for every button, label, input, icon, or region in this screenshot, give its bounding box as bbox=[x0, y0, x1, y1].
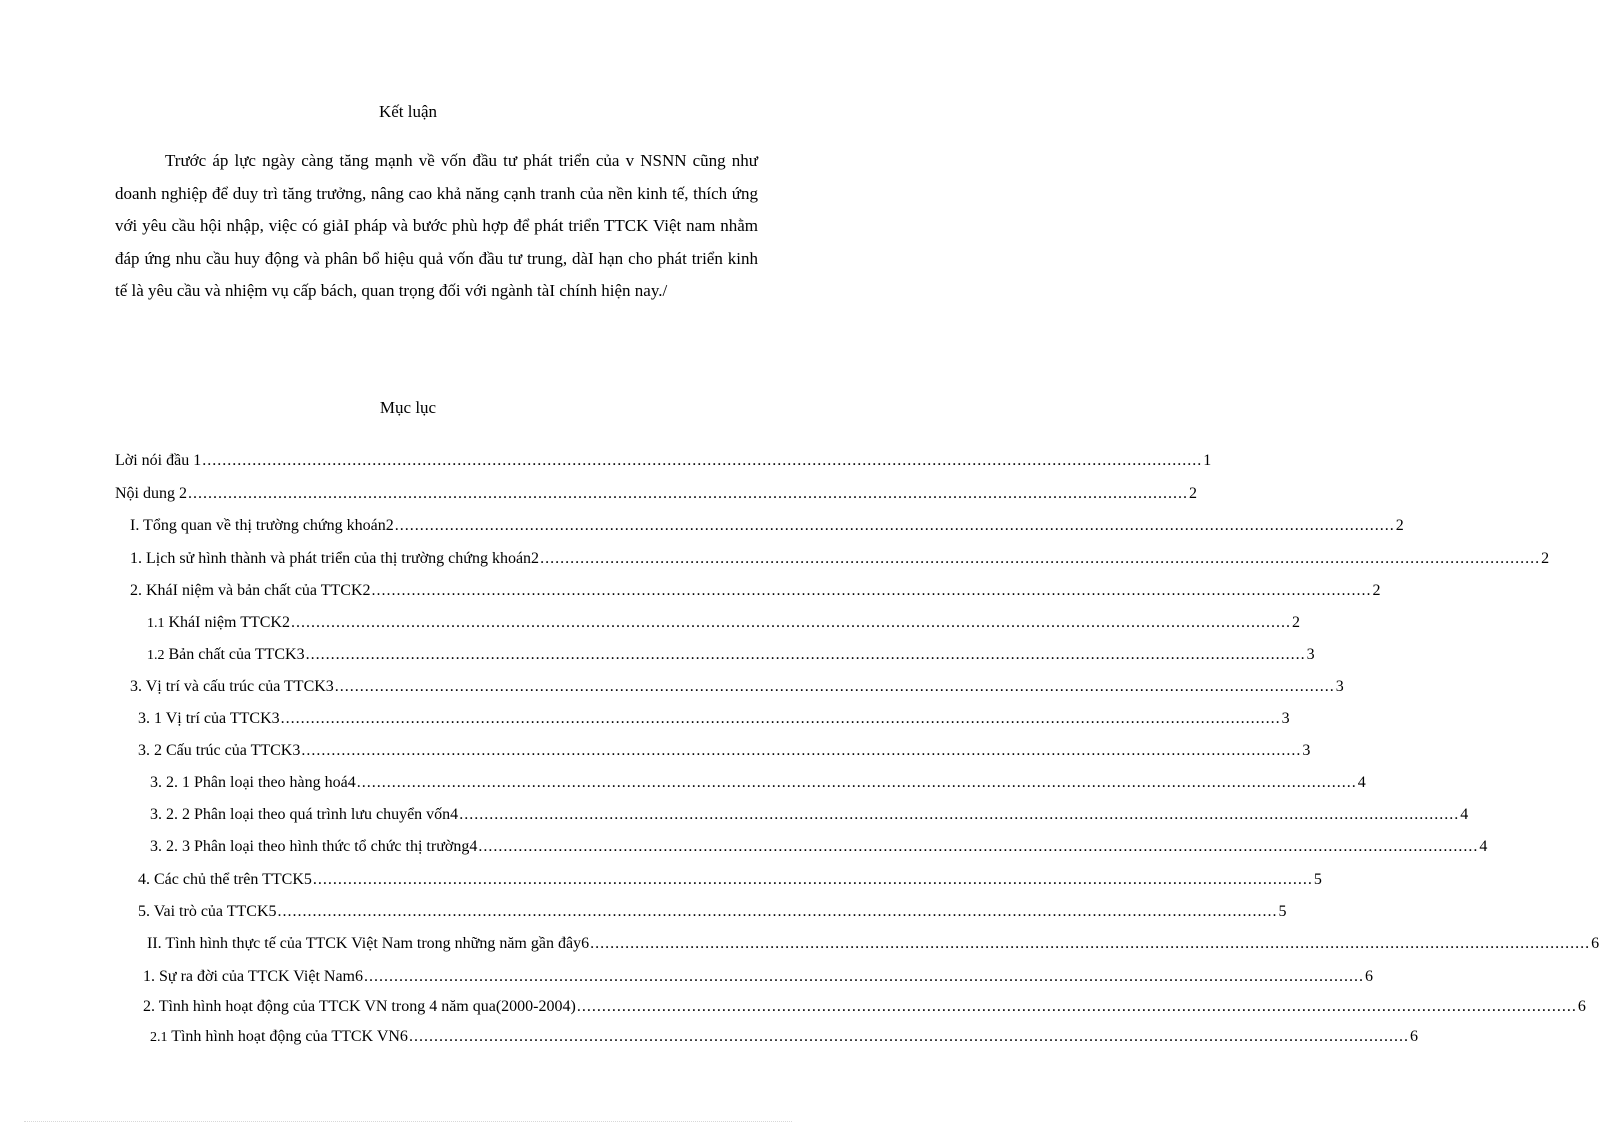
toc-entry-title: Lịch sử hình thành và phát triển của thị trường chứng khoán2 bbox=[142, 550, 540, 567]
toc-page-number: 6 bbox=[1365, 968, 1373, 985]
toc-entry[interactable] bbox=[138, 871, 1322, 895]
toc-entry-number: 1. bbox=[143, 968, 155, 985]
toc-dot-leader: ........................................................................................................................................................................................................ bbox=[478, 838, 1479, 855]
toc-dot-leader: ........................................................................................................................................................................................................ bbox=[576, 998, 1577, 1015]
toc-entry[interactable] bbox=[130, 678, 1344, 702]
toc-dot-leader: ........................................................................................................................................................................................................ bbox=[364, 968, 1364, 985]
toc-dot-leader: ........................................................................................................................................................................................................ bbox=[277, 903, 1278, 920]
toc-dot-leader: ........................................................................................................................................................................................................ bbox=[371, 582, 1372, 599]
toc-entry[interactable] bbox=[115, 452, 1212, 476]
toc-page-number: 5 bbox=[1313, 871, 1322, 888]
toc-entry[interactable] bbox=[130, 517, 1404, 541]
toc-dot-leader: ........................................................................................................................................................................................................ bbox=[394, 517, 1395, 534]
toc-dot-leader: ........................................................................................................................................................................................................ bbox=[290, 614, 1291, 631]
toc-dot-leader: ........................................................................................................................................................................................................ bbox=[590, 935, 1591, 952]
toc-page-number: 6 bbox=[1577, 998, 1586, 1015]
toc-page-number: 2 bbox=[1189, 485, 1197, 502]
toc-entry[interactable] bbox=[143, 998, 1586, 1022]
toc-dot-leader: ........................................................................................................................................................................................................ bbox=[188, 485, 1188, 502]
toc-entry-title: Vị trí của TTCK3 bbox=[162, 710, 280, 727]
toc-page-number: 5 bbox=[1278, 903, 1287, 920]
toc-entry-title: Tình hình hoạt động của TTCK VN trong 4 năm qua(2000-2004) bbox=[155, 998, 576, 1015]
toc-dot-leader: ........................................................................................................................................................................................................ bbox=[280, 710, 1281, 727]
toc-entry-number: 3. 2. 2 bbox=[150, 806, 190, 823]
toc-entry-number: 1.2 bbox=[147, 648, 165, 663]
toc-page-number: 3 bbox=[1306, 646, 1315, 663]
toc-entry-title: Tình hình thực tế của TTCK Việt Nam trong những năm gần đây6 bbox=[161, 935, 590, 952]
toc-page-number: 3 bbox=[1302, 742, 1311, 759]
toc-page-number: 3 bbox=[1335, 678, 1344, 695]
toc-entry-number: 1.1 bbox=[147, 616, 165, 631]
toc-entry-title: Phân loại theo hình thức tổ chức thị trường4 bbox=[190, 838, 478, 855]
toc-entry[interactable] bbox=[143, 968, 1373, 992]
toc-entry[interactable] bbox=[150, 838, 1488, 862]
toc-page-number: 2 bbox=[1541, 550, 1550, 567]
toc-entry-number: 3. 2. 3 bbox=[150, 838, 190, 855]
toc-entry[interactable] bbox=[147, 614, 1300, 638]
toc-entry-title: Tình hình hoạt động của TTCK VN6 bbox=[167, 1028, 408, 1045]
conclusion-paragraph: Trước áp lực ngày càng tăng mạnh về vốn đầu tư phát triển của v NSNN cũng như doanh nghiệp để duy trì tăng trưởng, nâng cao khả năng cạnh tranh của nền kinh tế, thích ứng với yêu cầu hội nhập, việc có giảI pháp và bước phù hợp để phát triển TTCK Việt nam nhằm đáp ứng nhu cầu huy động và phân bổ hiệu quả vốn đầu tư trung, dàI hạn cho phát triển kinh tế là yêu cầu và nhiệm vụ cấp bách, quan trọng đối với ngành tàI chính hiện nay./ bbox=[115, 151, 758, 300]
toc-entry-title: Tổng quan về thị trường chứng khoán2 bbox=[139, 517, 394, 534]
toc-entry-title: Cấu trúc của TTCK3 bbox=[162, 742, 301, 759]
toc-entry[interactable] bbox=[150, 774, 1366, 798]
toc-page-number: 6 bbox=[1409, 1028, 1418, 1045]
toc-entry-title: Vai trò của TTCK5 bbox=[150, 903, 277, 920]
toc-page-number: 3 bbox=[1281, 710, 1290, 727]
toc-page-number: 2 bbox=[1372, 582, 1381, 599]
toc-entry-number: 4. bbox=[138, 871, 150, 888]
toc-entry-number: 2. bbox=[130, 582, 142, 599]
toc-dot-leader: ........................................................................................................................................................................................................ bbox=[305, 646, 1306, 663]
toc-entry-number: 2.1 bbox=[150, 1030, 168, 1045]
toc-entry[interactable] bbox=[147, 935, 1599, 959]
toc-entry-title: Phân loại theo hàng hoá4 bbox=[190, 774, 356, 791]
page-bottom-divider bbox=[24, 1121, 792, 1122]
toc-heading: Mục lục bbox=[379, 398, 437, 417]
toc-dot-leader: ........................................................................................................................................................................................................ bbox=[202, 452, 1203, 469]
toc-dot-leader: ........................................................................................................................................................................................................ bbox=[356, 774, 1357, 791]
toc-entry-number: 2. bbox=[143, 998, 155, 1015]
toc-dot-leader: ........................................................................................................................................................................................................ bbox=[540, 550, 1541, 567]
conclusion-heading: Kết luận bbox=[378, 102, 438, 121]
toc-dot-leader: ........................................................................................................................................................................................................ bbox=[301, 742, 1302, 759]
toc-entry-number: I. bbox=[130, 517, 140, 534]
toc-page-number: 4 bbox=[1357, 774, 1366, 791]
toc-page-number: 2 bbox=[1291, 614, 1300, 631]
toc-entry[interactable] bbox=[150, 806, 1469, 830]
toc-entry-number: 1. bbox=[130, 550, 142, 567]
toc-entry-number: 3. 2 bbox=[138, 742, 162, 759]
toc-entry-title: Phân loại theo quá trình lưu chuyển vốn4 bbox=[190, 806, 459, 823]
toc-entry-title: Vị trí và cấu trúc của TTCK3 bbox=[142, 678, 334, 695]
toc-entry-title: Các chủ thể trên TTCK5 bbox=[150, 871, 312, 888]
toc-entry-title: KháI niệm TTCK2 bbox=[164, 614, 290, 631]
toc-dot-leader: ........................................................................................................................................................................................................ bbox=[312, 871, 1313, 888]
toc-entry-number: II. bbox=[147, 935, 162, 952]
toc-entry-title: Lời nói đầu 1 bbox=[115, 452, 202, 469]
toc-entry-number: 5. bbox=[138, 903, 150, 920]
toc-entry[interactable] bbox=[147, 646, 1315, 670]
toc-entry[interactable] bbox=[138, 903, 1287, 927]
toc-entry[interactable] bbox=[138, 742, 1311, 766]
toc-dot-leader: ........................................................................................................................................................................................................ bbox=[334, 678, 1335, 695]
toc-entry-title: Sự ra đời của TTCK Việt Nam6 bbox=[155, 968, 363, 985]
toc-entry-number: 3. 2. 1 bbox=[150, 774, 190, 791]
toc-dot-leader: ........................................................................................................................................................................................................ bbox=[459, 806, 1460, 823]
toc-entry[interactable] bbox=[138, 710, 1290, 734]
toc-page-number: 6 bbox=[1591, 935, 1599, 952]
toc-page-number: 4 bbox=[1460, 806, 1469, 823]
toc-entry[interactable] bbox=[150, 1028, 1418, 1052]
toc-entry-title: Nội dung 2 bbox=[115, 485, 187, 502]
toc-entry[interactable] bbox=[115, 485, 1197, 509]
toc-entry[interactable] bbox=[130, 550, 1550, 574]
toc-entry-number: 3. 1 bbox=[138, 710, 162, 727]
toc-entry-title: KháI niệm và bản chất của TTCK2 bbox=[142, 582, 371, 599]
toc-page-number: 2 bbox=[1395, 517, 1404, 534]
toc-page-number: 4 bbox=[1479, 838, 1488, 855]
toc-page-number: 1 bbox=[1203, 452, 1212, 469]
toc-entry-number: 3. bbox=[130, 678, 142, 695]
toc-dot-leader: ........................................................................................................................................................................................................ bbox=[408, 1028, 1409, 1045]
toc-entry-title: Bản chất của TTCK3 bbox=[164, 646, 305, 663]
toc-entry[interactable] bbox=[130, 582, 1381, 606]
